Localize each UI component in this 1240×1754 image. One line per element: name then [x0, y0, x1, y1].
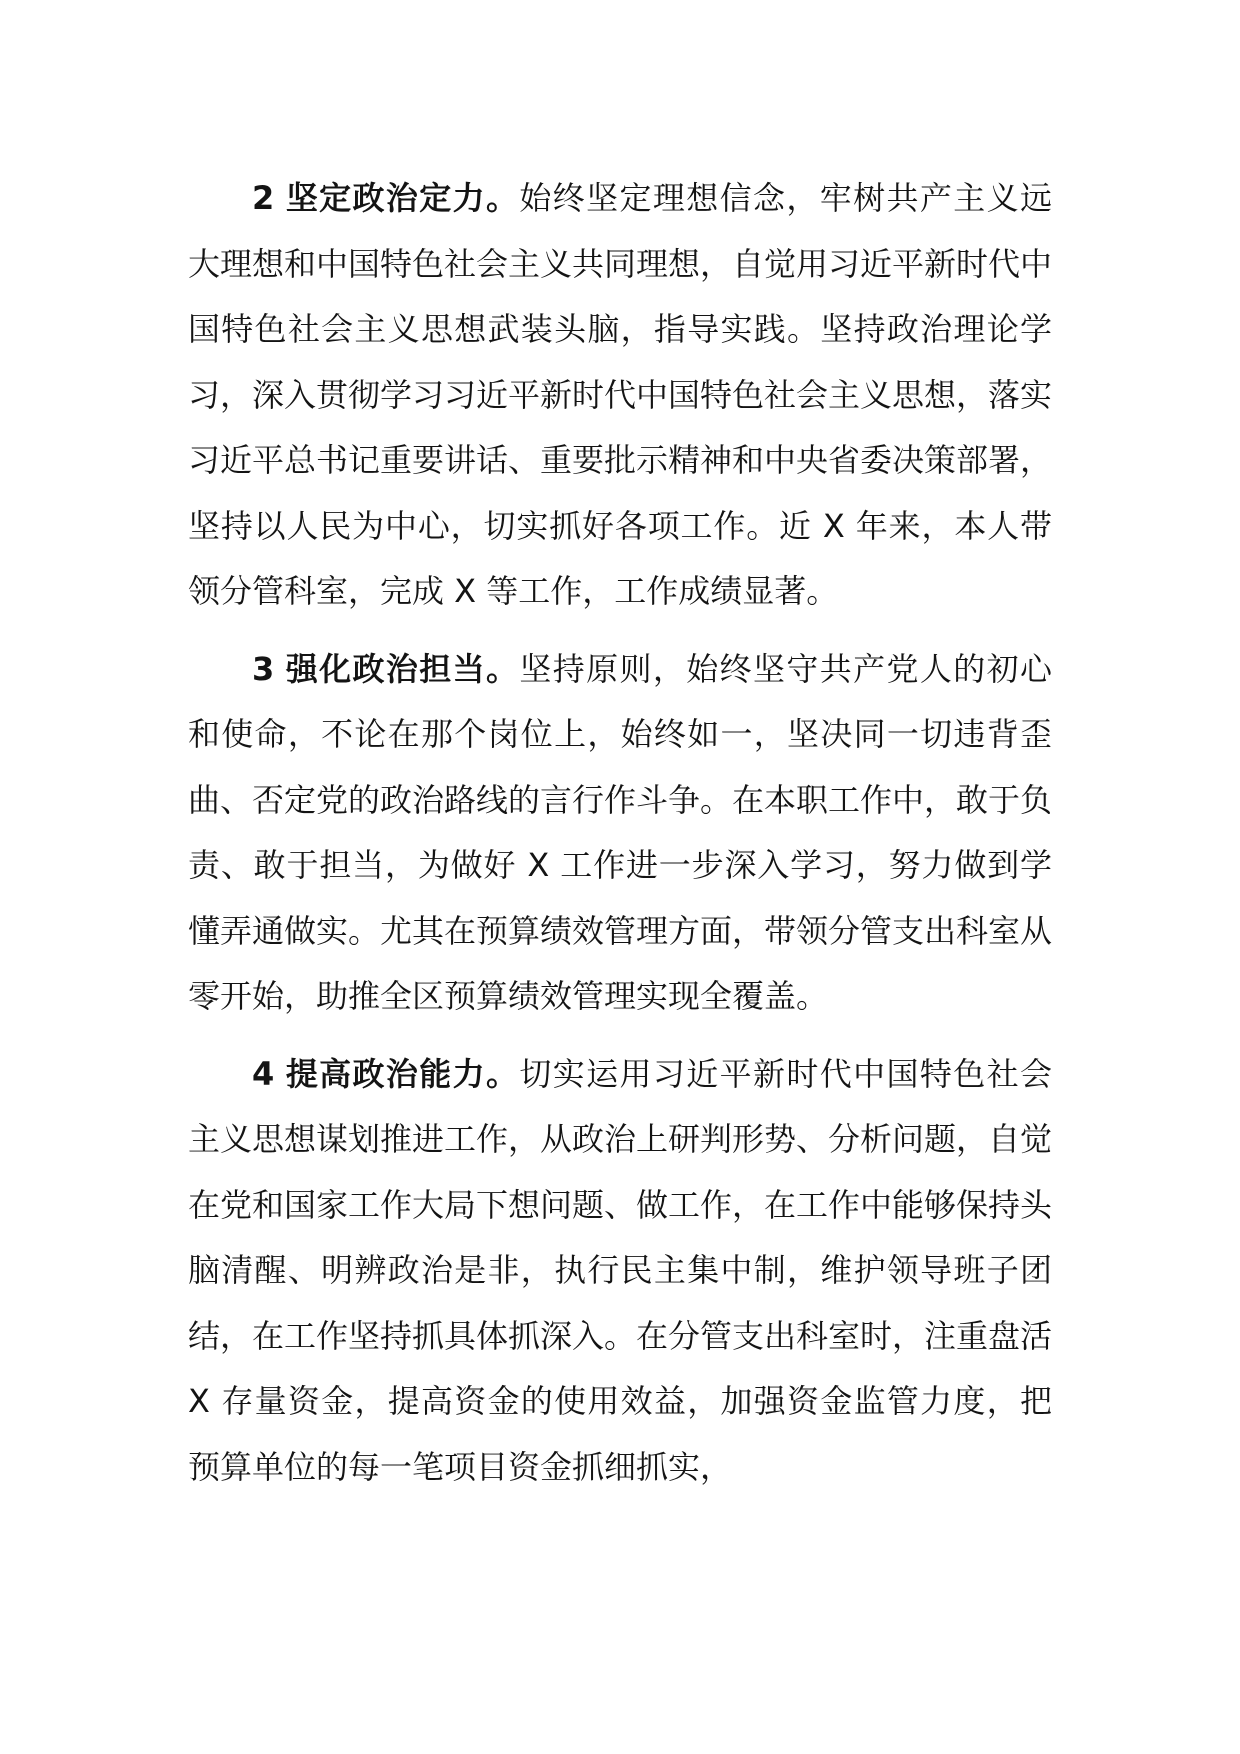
paragraph-text: 切实运用习近平新时代中国特色社会主义思想谋划推进工作，从政治上研判形势、分析问题，自觉在党和国家工作大局下想问题、做工作，在工作中能够保持头脑清醒、明辨政治是非，执行民主集中制，维护领导班子团结，在工作坚持抓具体抓深入。在分管支出科室时，注重盘活 X 存量资金，提高资金的使用效益，加强资金监管力度，把预算单位的每一笔项目资金抓细抓实， — [188, 1054, 1053, 1486]
paragraph-text: 始终坚定理想信念，牢树共产主义远大理想和中国特色社会主义共同理想，自觉用习近平新时代中国特色社会主义思想武装头脑，指导实践。坚持政治理论学习，深入贯彻学习习近平新时代中国特色社会主义思想，落实习近平总书记重要讲话、重要批示精神和中央省委决策部署，坚持以人民为中心，切实抓好各项工作。近 X 年来，本人带领分管科室，完成 X 等工作，工作成绩显著。 — [188, 179, 1053, 610]
paragraph-3 — [188, 637, 1052, 1030]
paragraph-4 — [188, 1042, 1052, 1501]
paragraph-number: 3 — [252, 649, 275, 688]
paragraph-number: 2 — [252, 179, 275, 217]
paragraph-2 — [188, 166, 1052, 625]
paragraph-heading: 坚定政治定力。 — [285, 179, 520, 217]
paragraph-heading: 强化政治担当。 — [285, 649, 520, 688]
paragraph-text: 坚持原则，始终坚守共产党人的初心和使命，不论在那个岗位上，始终如一，坚决同一切违背歪曲、否定党的政治路线的言行作斗争。在本职工作中，敢于负责、敢于担当，为做好 X 工作进一步深入学习，努力做到学懂弄通做实。尤其在预算绩效管理方面，带领分管支出科室从零开始，助推全区预算绩效管理实现全覆盖。 — [188, 649, 1053, 1015]
paragraph-number: 4 — [252, 1054, 275, 1093]
document-body — [188, 166, 1052, 1500]
paragraph-heading: 提高政治能力。 — [285, 1054, 520, 1093]
